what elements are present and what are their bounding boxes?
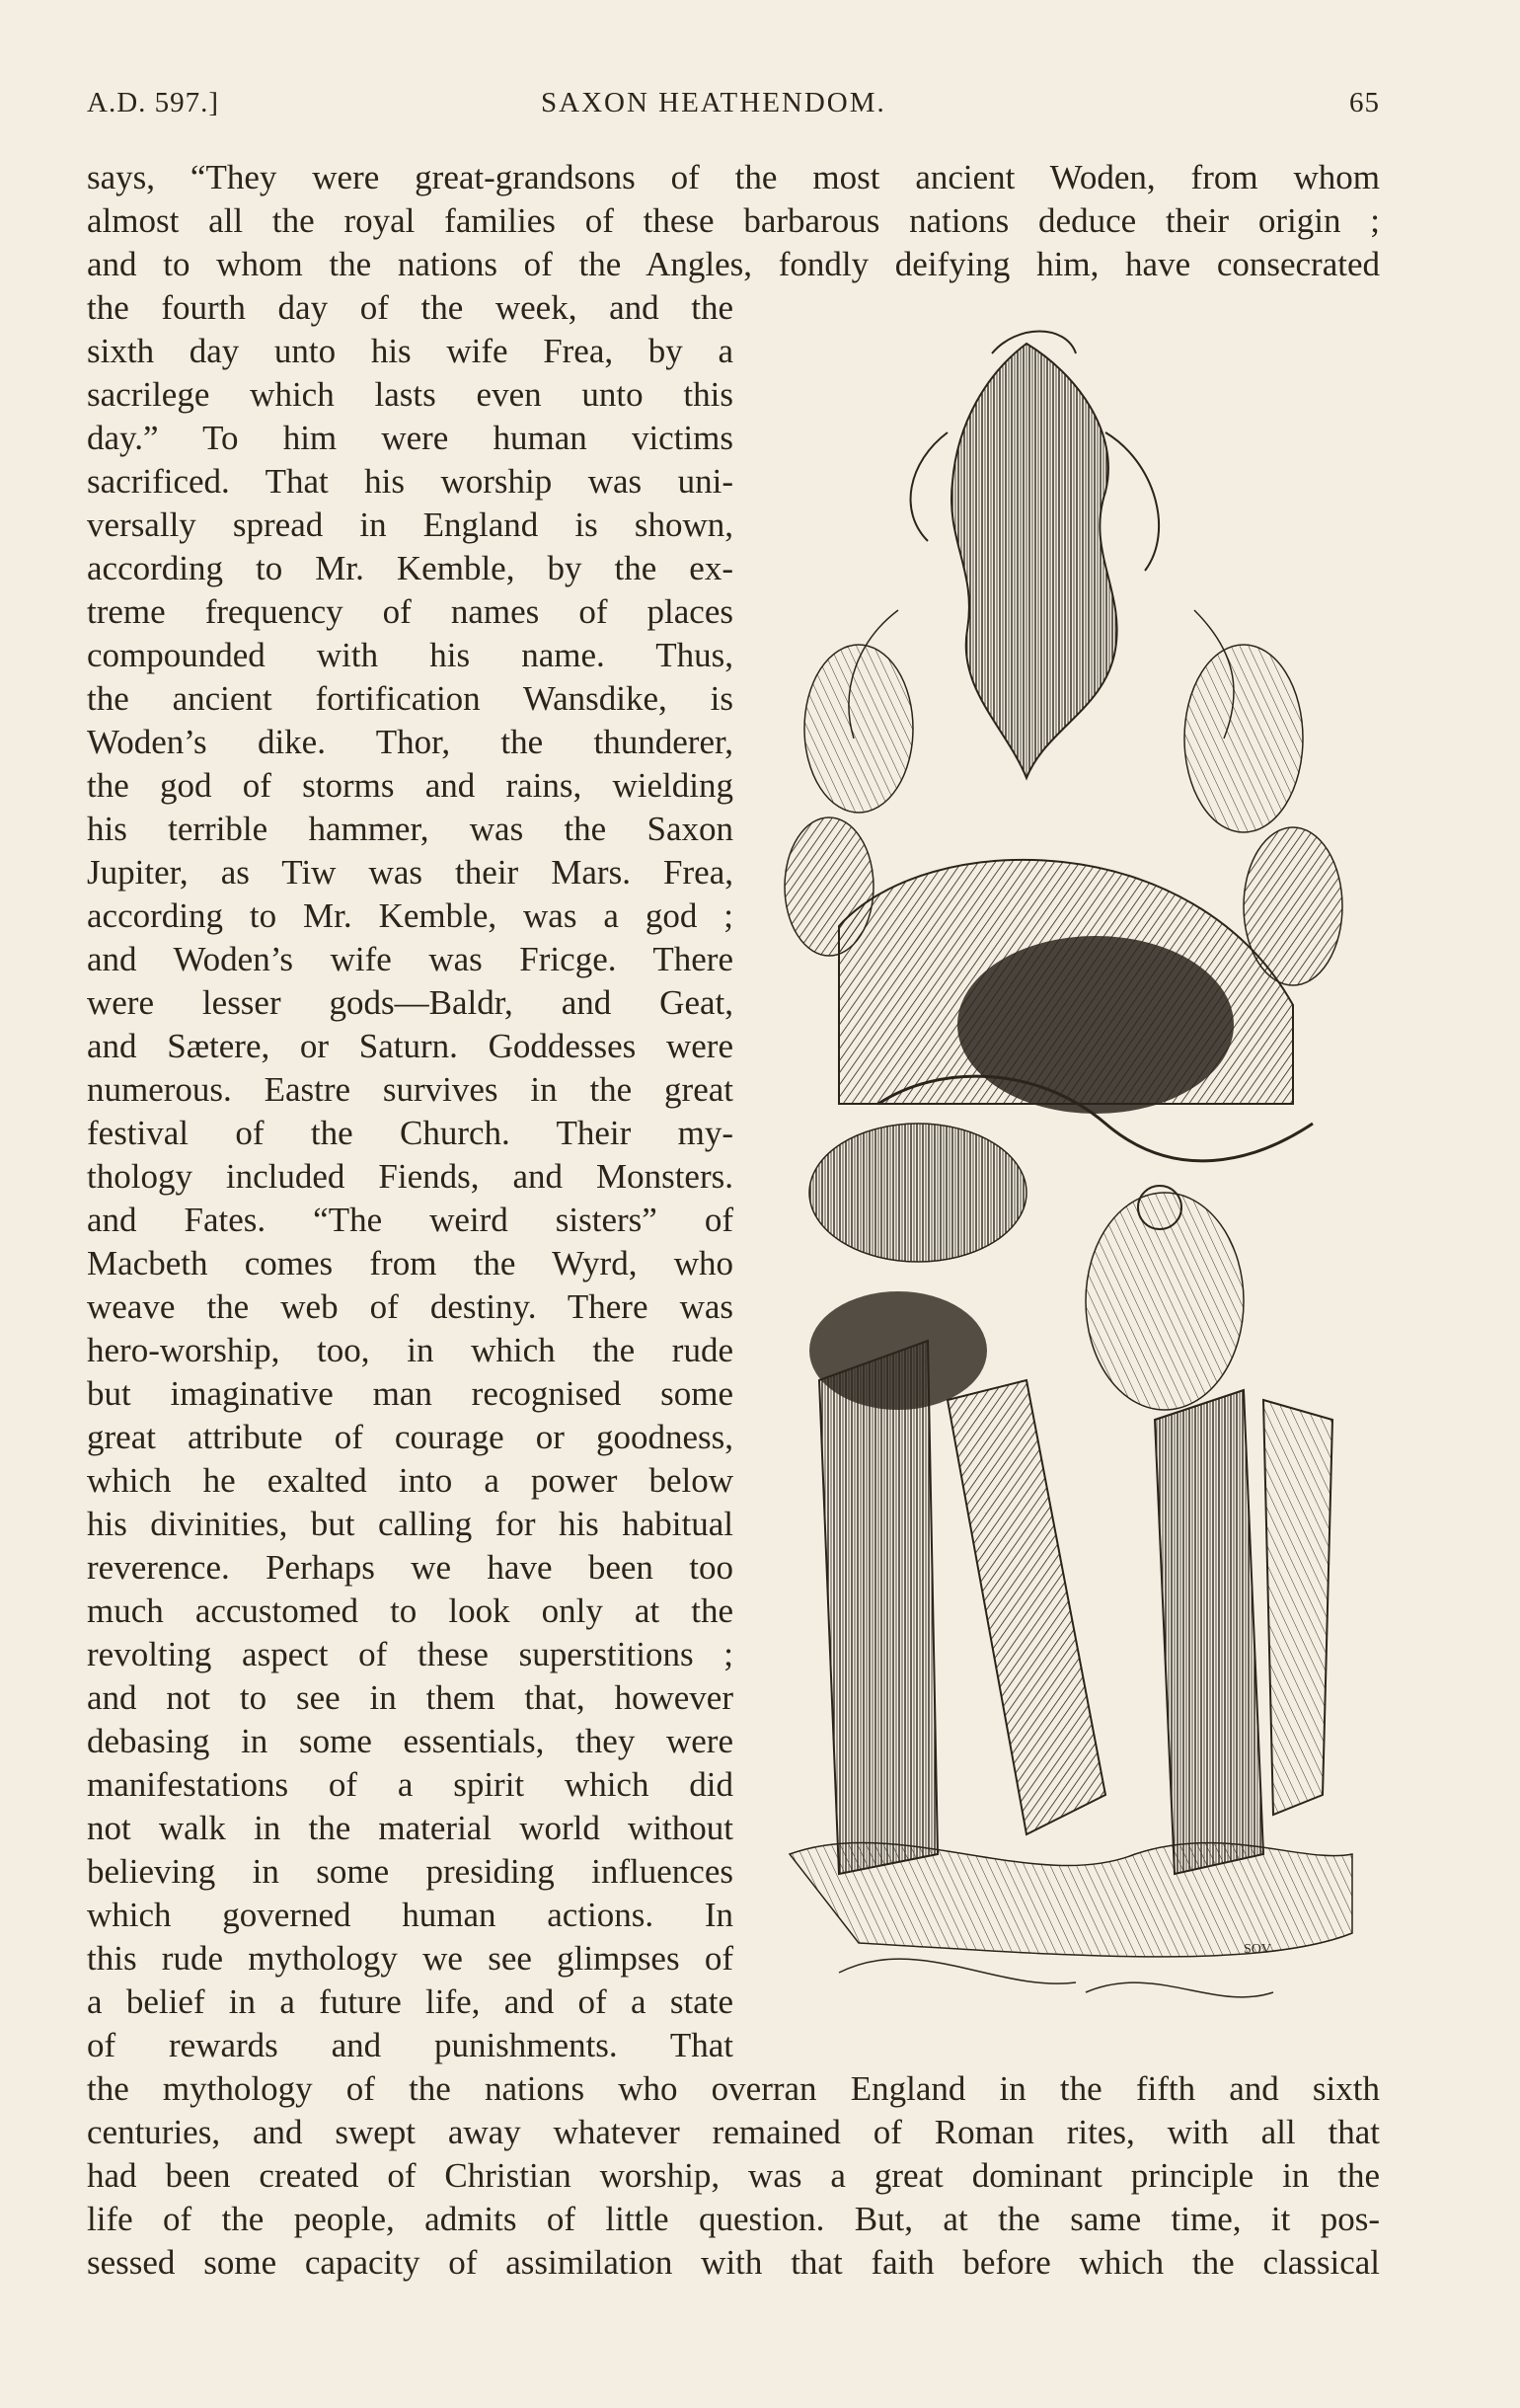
text-line: reverence. Perhaps we have been too bbox=[87, 1548, 733, 1587]
text-line: numerous. Eastre survives in the great bbox=[87, 1070, 733, 1109]
text-line: the ancient fortification Wansdike, is bbox=[87, 679, 733, 718]
header-date: A.D. 597.] bbox=[87, 87, 220, 118]
text-line: life of the people, admits of little question. But, at the same time, it pos- bbox=[87, 2200, 1380, 2238]
text-line: centuries, and swept away whatever remained of Roman rites, with all that bbox=[87, 2113, 1380, 2151]
text-line: sessed some capacity of assimilation with that faith before which the classical bbox=[87, 2243, 1380, 2282]
text-line: which governed human actions. In bbox=[87, 1896, 733, 1934]
text-line: sacrilege which lasts even unto this bbox=[87, 375, 733, 414]
text-line: a belief in a future life, and of a state bbox=[87, 1982, 733, 2021]
text-line: Woden’s dike. Thor, the thunderer, bbox=[87, 723, 733, 761]
text-line: this rude mythology we see glimpses of bbox=[87, 1939, 733, 1978]
text-line: weave the web of destiny. There was bbox=[87, 1287, 733, 1326]
ground bbox=[790, 1842, 1352, 1996]
text-line: hero-worship, too, in which the rude bbox=[87, 1331, 733, 1369]
text-line: and Woden’s wife was Fricge. There bbox=[87, 940, 733, 978]
text-line: the god of storms and rains, wielding bbox=[87, 766, 733, 805]
running-header bbox=[87, 87, 1380, 126]
text-line: which he exalted into a power below bbox=[87, 1461, 733, 1500]
text-line: festival of the Church. Their my- bbox=[87, 1114, 733, 1152]
text-line: and Fates. “The weird sisters” of bbox=[87, 1201, 733, 1239]
text-line: revolting aspect of these superstitions ; bbox=[87, 1635, 733, 1673]
text-line: according to Mr. Kemble, was a god ; bbox=[87, 896, 733, 935]
text-line: were lesser gods—Baldr, and Geat, bbox=[87, 983, 733, 1022]
text-line: according to Mr. Kemble, by the ex- bbox=[87, 549, 733, 587]
text-line: not walk in the material world without bbox=[87, 1809, 733, 1847]
text-line: almost all the royal families of these barbarous nations deduce their origin ; bbox=[87, 201, 1380, 240]
text-line: compounded with his name. Thus, bbox=[87, 636, 733, 674]
stone-pillars bbox=[819, 1341, 1332, 1874]
page-number: 65 bbox=[1349, 87, 1380, 118]
text-line: and Sætere, or Saturn. Goddesses were bbox=[87, 1027, 733, 1065]
header-title: SAXON HEATHENDOM. bbox=[541, 87, 886, 118]
text-line: much accustomed to look only at the bbox=[87, 1592, 733, 1630]
engraver-signature: SOV bbox=[1244, 1942, 1272, 1957]
text-line: Jupiter, as Tiw was their Mars. Frea, bbox=[87, 853, 733, 892]
text-line: had been created of Christian worship, was a great dominant principle in the bbox=[87, 2156, 1380, 2195]
text-line: believing in some presiding influences bbox=[87, 1852, 733, 1891]
text-line: his divinities, but calling for his habitual bbox=[87, 1505, 733, 1543]
text-line: the fourth day of the week, and the bbox=[87, 288, 733, 327]
text-line: debasing in some essentials, they were bbox=[87, 1722, 733, 1760]
text-line: sacrificed. That his worship was uni- bbox=[87, 462, 733, 501]
text-line: of rewards and punishments. That bbox=[87, 2026, 733, 2064]
text-line: the mythology of the nations who overran England in the fifth and sixth bbox=[87, 2069, 1380, 2108]
text-line: day.” To him were human victims bbox=[87, 419, 733, 457]
text-line: but imaginative man recognised some bbox=[87, 1374, 733, 1413]
text-line: great attribute of courage or goodness, bbox=[87, 1418, 733, 1456]
text-line: thology included Fiends, and Monsters. bbox=[87, 1157, 733, 1196]
engraving-illustration bbox=[780, 314, 1362, 2052]
dark-arch bbox=[839, 860, 1313, 1161]
text-line: sixth day unto his wife Frea, by a bbox=[87, 332, 733, 370]
text-line: manifestations of a spirit which did bbox=[87, 1765, 733, 1804]
text-line: Macbeth comes from the Wyrd, who bbox=[87, 1244, 733, 1282]
text-line: his terrible hammer, was the Saxon bbox=[87, 810, 733, 848]
text-line: and not to see in them that, however bbox=[87, 1678, 733, 1717]
text-line: says, “They were great-grandsons of the most ancient Woden, from whom bbox=[87, 158, 1380, 196]
text-line: versally spread in England is shown, bbox=[87, 505, 733, 544]
text-line: treme frequency of names of places bbox=[87, 592, 733, 631]
text-line: and to whom the nations of the Angles, fondly deifying him, have consecrated bbox=[87, 245, 1380, 283]
